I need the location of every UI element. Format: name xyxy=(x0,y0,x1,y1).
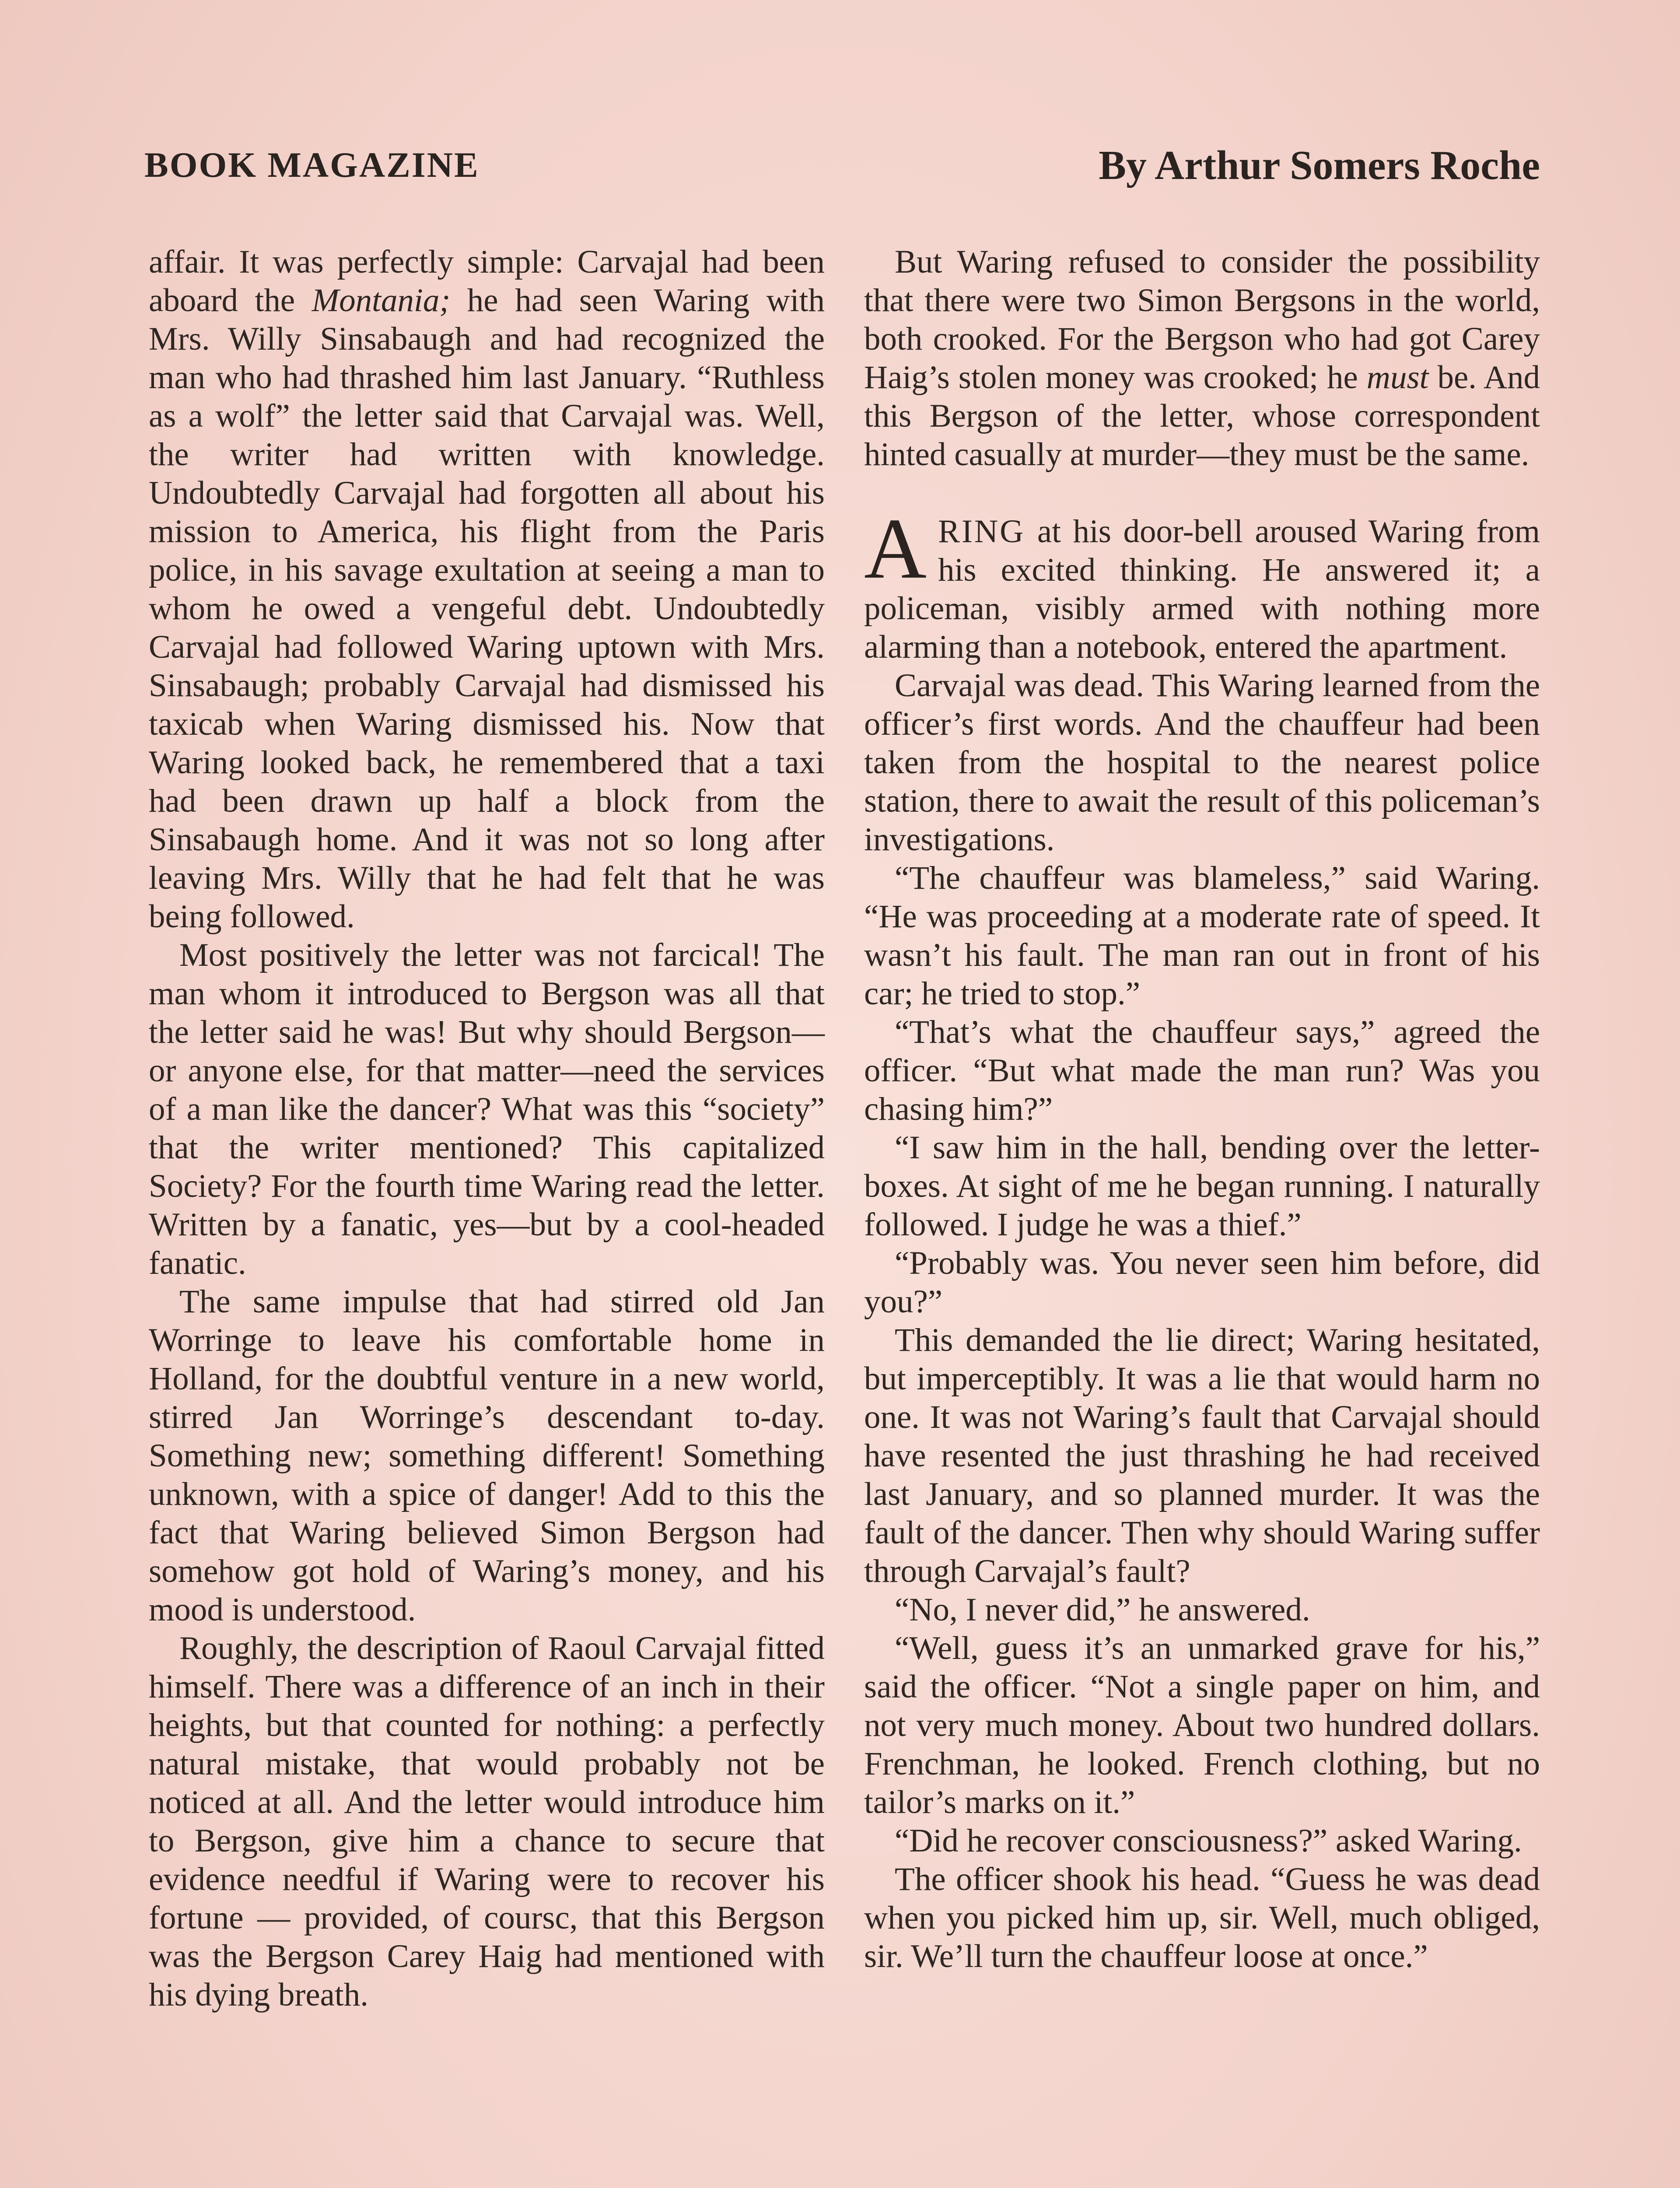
paragraph: “Did he recover consciousness?” asked Waring. xyxy=(895,1823,1522,1859)
paragraph-text: affair. It was perfectly simple: Carvajal had been aboard the xyxy=(149,244,825,319)
paragraph: The same impulse that had stirred old Jan Worringe to leave his comfortable home in Holland, for the doubtful venture in a new world, stirred Jan Worringe’s descendant to-day. Something new; something different! Something unknown, with a spice of danger! Add to this the fact that Waring believed Simon Bergson had somehow got hold of Waring’s money, and his mood is understood. xyxy=(149,1283,825,1628)
paragraph: Carvajal was dead. This Waring learned from the officer’s first words. And the chauffeur had been taken from the hospital to the nearest police station, there to await the result of this policeman’s investigations. xyxy=(864,667,1540,858)
paragraph: “I saw him in the hall, bending over the letter-boxes. At sight of me he began running. I naturally followed. I judge he was a thief.” xyxy=(864,1129,1540,1243)
drop-cap: A xyxy=(864,501,927,596)
magazine-title: BOOK MAGAZINE xyxy=(144,145,480,185)
paragraph: “Probably was. You never seen him before, did you?” xyxy=(864,1245,1540,1320)
paragraph-text: be. And this Bergson of the letter, whose correspondent hinted casually at murder—they must be the same. xyxy=(864,359,1540,473)
paragraph xyxy=(864,243,1540,474)
left-column xyxy=(149,243,825,2014)
emphasis: must xyxy=(1366,359,1429,396)
author-byline: By Arthur Somers Roche xyxy=(1099,143,1540,188)
section-opening-paragraph xyxy=(864,501,1540,666)
paragraph: “That’s what the chauffeur says,” agreed the officer. “But what made the man run? Was you chasing him?” xyxy=(864,1014,1540,1127)
paragraph: Most positively the letter was not farcical! The man whom it introduced to Bergson was all that the letter said he was! But why should Bergson—or anyone else, for that matter—need the services of a man like the dancer? What was this “society” that the writer mentioned? This capitalized Society? For the fourth time Waring read the letter. Written by a fanatic, yes—but by a cool-headed fanatic. xyxy=(149,937,825,1281)
paragraph: This demanded the lie direct; Waring hesitated, but imperceptibly. It was a lie that would harm no one. It was not Waring’s fault that Carvajal should have resented the just thrashing he had received last January, and so planned murder. It was the fault of the dancer. Then why should Waring suffer through Carvajal’s fault? xyxy=(864,1322,1540,1589)
paragraph-text: he had seen Waring with Mrs. Willy Sinsabaugh and had recognized the man who had thrashed him last January. “Ruthless as a wolf” the letter said that Carvajal was. Well, the writer had written with knowledge. Undoubtedly Carvajal had forgotten all about his mission to America, his flight from the Paris police, in his savage exultation at seeing a man to whom he owed a vengeful debt. Undoubtedly Carvajal had followed Waring uptown with Mrs. Sinsabaugh; probably Carvajal had dismissed his taxicab when Waring dismissed his. Now that Waring looked back, he remembered that a taxi had been drawn up half a block from the Sinsabaugh home. And it was not so long after leaving Mrs. Willy that he had felt that he was being followed. xyxy=(149,282,825,935)
paragraph: Roughly, the description of Raoul Carvajal fitted himself. There was a difference of an inch in their heights, but that counted for nothing: a perfectly natural mistake, that would probably not be noticed at all. And the letter would introduce him to Bergson, give him a chance to secure that evidence needful if Waring were to recover his fortune — provided, of coursc, that this Bergson was the Bergson Carey Haig had mentioned with his dying breath. xyxy=(149,1630,825,2013)
ship-name: Montania; xyxy=(312,282,451,319)
paragraph: “The chauffeur was blameless,” said Waring. “He was proceeding at a moderate rate of speed. It wasn’t his fault. The man ran out in front of his car; he tried to stop.” xyxy=(864,860,1540,1012)
paragraph: “Well, guess it’s an unmarked grave for his,” said the officer. “Not a single paper on him, and not very much money. About two hundred dollars. Frenchman, he looked. French clothing, but no tailor’s marks on it.” xyxy=(864,1630,1540,1820)
paragraph-text: But Waring refused to consider the possibility that there were two Simon Bergsons in the world, both crooked. For the Bergson who had got Carey Haig’s stolen money was crooked; he xyxy=(864,244,1540,396)
paragraph: “No, I never did,” he answered. xyxy=(895,1592,1310,1628)
running-head xyxy=(144,144,1540,206)
paragraph xyxy=(149,243,825,936)
paragraph: The officer shook his head. “Guess he was dead when you picked him up, sir. Well, much obliged, sir. We’ll turn the chauffeur loose at once.” xyxy=(864,1861,1540,1974)
small-caps-lead: RING xyxy=(938,513,1026,550)
right-column xyxy=(864,243,1540,1976)
paragraph-text: at his door-bell aroused Waring from his excited thinking. He answered it; a policeman, visibly armed with nothing more alarming than a notebook, entered the apartment. xyxy=(864,513,1540,665)
